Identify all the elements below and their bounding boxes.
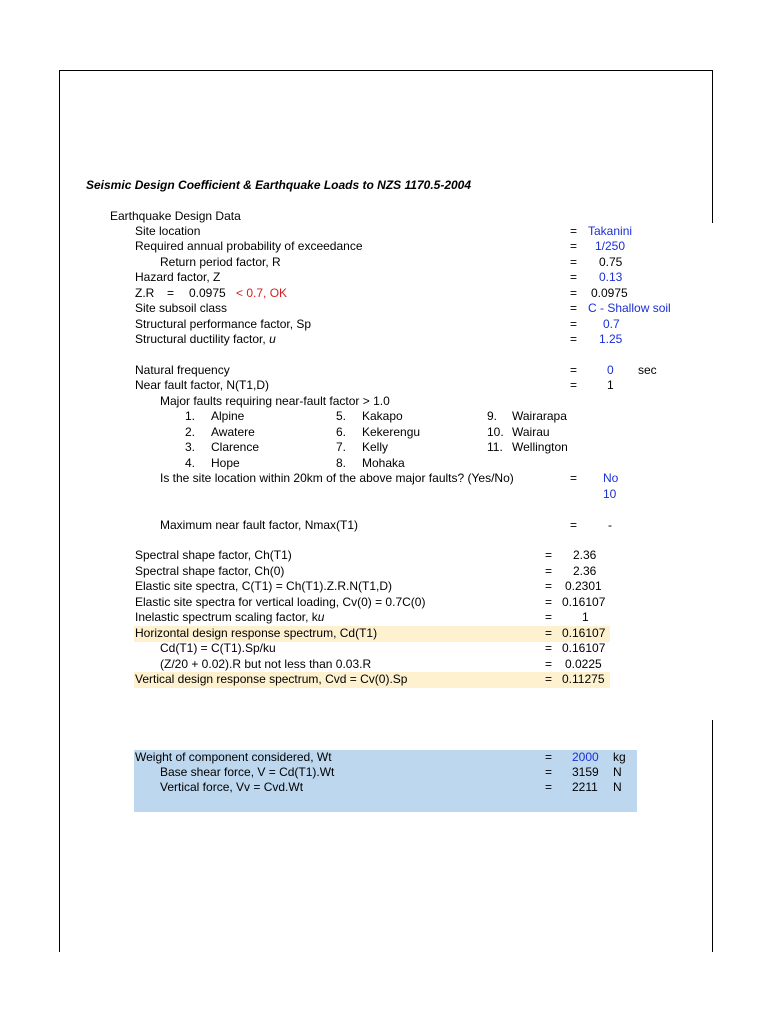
fault-name: Kelly xyxy=(362,440,389,454)
equals-sign: = xyxy=(545,672,553,686)
nmax-label: Maximum near fault factor, Nmax(T1) xyxy=(160,518,359,532)
cvd-label: Vertical design response spectrum, Cvd = Cv(0).Sp xyxy=(135,672,408,686)
within-20km-distance: 10 xyxy=(603,487,617,501)
cd-formula-value: 0.16107 xyxy=(562,641,606,655)
ch-t1-value: 2.36 xyxy=(573,548,597,562)
fault-name: Clarence xyxy=(211,440,260,454)
annual-probability-label: Required annual probability of exceedance xyxy=(135,239,363,253)
c-t1-label: Elastic site spectra, C(T1) = Ch(T1).Z.R.N(T1,D) xyxy=(135,579,393,593)
ductility-label xyxy=(135,332,276,347)
equals-sign: = xyxy=(545,626,553,640)
equals-sign: = xyxy=(570,224,578,238)
fault-number: 1. xyxy=(185,409,196,423)
page-border-right-upper xyxy=(712,70,713,223)
hazard-factor-label: Hazard factor, Z xyxy=(135,270,221,284)
ductility-value[interactable]: 1.25 xyxy=(599,332,623,346)
equals-sign: = xyxy=(545,610,553,624)
equals-sign: = xyxy=(545,579,553,593)
cd-formula-label: Cd(T1) = C(T1).Sp/ku xyxy=(160,641,276,655)
c-t1-value: 0.2301 xyxy=(565,579,602,593)
weight-value[interactable]: 2000 xyxy=(572,750,599,764)
site-location-value[interactable]: Takanini xyxy=(588,224,633,238)
equals-sign: = xyxy=(545,548,553,562)
fault-name: Wellington xyxy=(512,440,568,454)
ductility-label-symbol: u xyxy=(269,332,276,346)
fault-number: 8. xyxy=(336,456,347,470)
site-location-label: Site location xyxy=(135,224,201,238)
zr-label-equals: = xyxy=(167,286,175,300)
near-fault-value: 1 xyxy=(607,378,614,392)
equals-sign: = xyxy=(545,657,553,671)
ch-0-label: Spectral shape factor, Ch(0) xyxy=(135,564,285,578)
equals-sign: = xyxy=(570,270,578,284)
equals-sign: = xyxy=(570,286,578,300)
equals-sign: = xyxy=(570,332,578,346)
fault-name: Alpine xyxy=(211,409,245,423)
fault-number: 9. xyxy=(487,409,498,423)
weight-unit: kg xyxy=(613,750,626,764)
fault-number: 11. xyxy=(487,440,503,454)
equals-sign: = xyxy=(570,363,578,377)
annual-probability-value[interactable]: 1/250 xyxy=(595,239,626,253)
fault-name: Wairau xyxy=(512,425,550,439)
base-shear-unit: N xyxy=(613,765,622,779)
equals-sign: = xyxy=(570,378,578,392)
equals-sign: = xyxy=(570,317,578,331)
ductility-label-main: Structural ductility factor, xyxy=(135,332,266,346)
cd-t1-label: Horizontal design response spectrum, Cd(T1) xyxy=(135,626,378,640)
within-20km-value[interactable]: No xyxy=(603,471,619,485)
return-period-label: Return period factor, R xyxy=(160,255,281,269)
page-border-right-lower xyxy=(712,720,713,952)
subsoil-class-label: Site subsoil class xyxy=(135,301,228,315)
fault-number: 7. xyxy=(336,440,347,454)
near-fault-label: Near fault factor, N(T1,D) xyxy=(135,378,270,392)
zr-value: 0.0975 xyxy=(591,286,628,300)
cv-0-label: Elastic site spectra for vertical loading, Cv(0) = 0.7C(0) xyxy=(135,595,426,609)
equals-sign: = xyxy=(545,564,553,578)
vertical-force-value: 2211 xyxy=(572,780,598,794)
within-20km-label: Is the site location within 20km of the above major faults? (Yes/No) xyxy=(160,471,514,485)
fault-name: Kakapo xyxy=(362,409,403,423)
natural-frequency-value[interactable]: 0 xyxy=(607,363,614,377)
vertical-force-unit: N xyxy=(613,780,622,794)
cd-t1-value: 0.16107 xyxy=(562,626,606,640)
fault-number: 3. xyxy=(185,440,196,454)
section-heading: Earthquake Design Data xyxy=(110,209,241,223)
zr-label: Z.R xyxy=(135,286,155,300)
fault-name: Wairarapa xyxy=(512,409,567,423)
fault-number: 10. xyxy=(487,425,504,439)
fault-name: Mohaka xyxy=(362,456,405,470)
nmax-value: - xyxy=(608,518,612,532)
fault-name: Hope xyxy=(211,456,240,470)
zr-check-status: < 0.7, OK xyxy=(236,286,288,300)
fault-name: Awatere xyxy=(211,425,255,439)
hazard-factor-value[interactable]: 0.13 xyxy=(599,270,623,284)
fault-number: 4. xyxy=(185,456,196,470)
page-border-left xyxy=(59,70,60,952)
cvd-value: 0.11275 xyxy=(562,672,605,686)
sp-label: Structural performance factor, Sp xyxy=(135,317,312,331)
fault-number: 2. xyxy=(185,425,196,439)
equals-sign: = xyxy=(545,595,553,609)
equals-sign: = xyxy=(545,765,553,779)
natural-frequency-unit: sec xyxy=(638,363,657,377)
weight-label: Weight of component considered, Wt xyxy=(135,750,332,764)
base-shear-value: 3159 xyxy=(572,765,599,779)
major-faults-heading: Major faults requiring near-fault factor > 1.0 xyxy=(160,394,390,408)
ku-label-main: Inelastic spectrum scaling factor, k xyxy=(135,610,318,624)
ku-value: 1 xyxy=(582,610,589,624)
base-shear-label: Base shear force, V = Cd(T1).Wt xyxy=(160,765,335,779)
return-period-value: 0.75 xyxy=(599,255,623,269)
fault-name: Kekerengu xyxy=(362,425,421,439)
min-formula-label: (Z/20 + 0.02).R but not less than 0.03.R xyxy=(160,657,372,671)
equals-sign: = xyxy=(570,471,578,485)
zr-label-value: 0.0975 xyxy=(189,286,226,300)
natural-frequency-label: Natural frequency xyxy=(135,363,230,377)
ku-label xyxy=(135,610,324,625)
equals-sign: = xyxy=(545,750,553,764)
min-formula-value: 0.0225 xyxy=(565,657,602,671)
subsoil-class-value[interactable]: C - Shallow soil xyxy=(588,301,671,315)
sp-value[interactable]: 0.7 xyxy=(603,317,620,331)
cv-0-value: 0.16107 xyxy=(562,595,606,609)
page-border-top xyxy=(59,70,713,71)
equals-sign: = xyxy=(570,239,578,253)
equals-sign: = xyxy=(545,641,553,655)
ch-0-value: 2.36 xyxy=(573,564,597,578)
equals-sign: = xyxy=(570,255,578,269)
fault-number: 5. xyxy=(336,409,347,423)
ku-label-symbol: u xyxy=(317,610,325,624)
equals-sign: = xyxy=(570,518,578,532)
vertical-force-label: Vertical force, Vv = Cvd.Wt xyxy=(160,780,304,794)
ch-t1-label: Spectral shape factor, Ch(T1) xyxy=(135,548,292,562)
document-title: Seismic Design Coefficient & Earthquake Loads to NZS 1170.5-2004 xyxy=(86,178,472,192)
equals-sign: = xyxy=(545,780,553,794)
fault-number: 6. xyxy=(336,425,347,439)
equals-sign: = xyxy=(570,301,578,315)
